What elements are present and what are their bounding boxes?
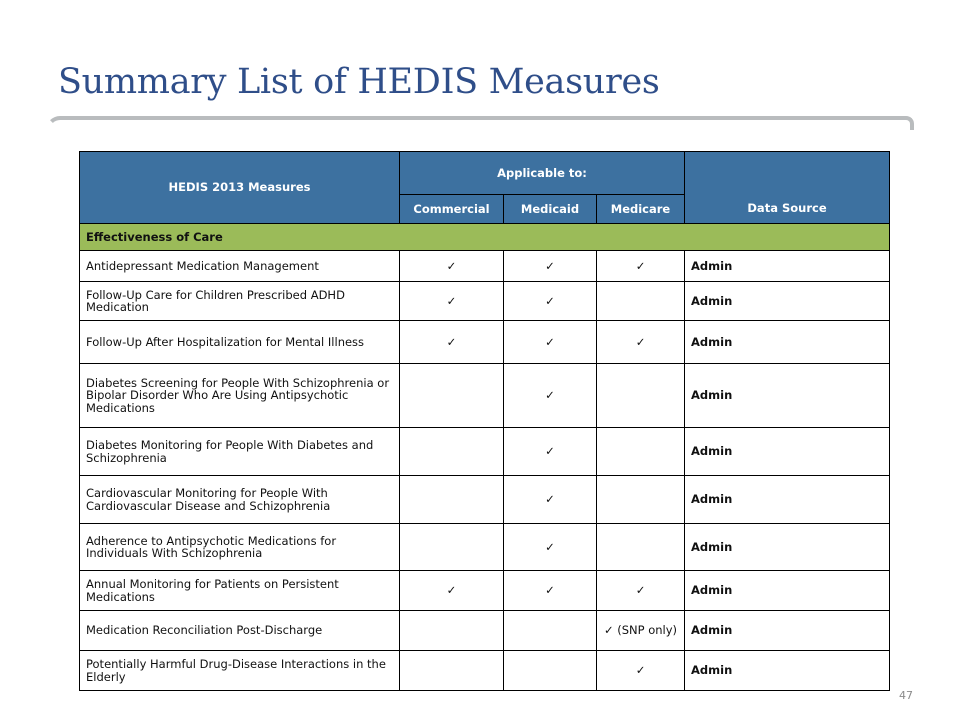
commercial-check (400, 524, 504, 571)
header-applicable-to: Applicable to: (400, 152, 685, 195)
table-row (80, 321, 890, 364)
data-source: Admin (685, 364, 890, 428)
table-row (80, 611, 890, 651)
table-row (80, 251, 890, 282)
table-row (80, 524, 890, 571)
medicaid-check: ✓ (504, 428, 597, 476)
hedis-measures-table (79, 151, 890, 691)
medicaid-check: ✓ (504, 251, 597, 282)
table-row (80, 651, 890, 691)
commercial-check (400, 611, 504, 651)
header-measures: HEDIS 2013 Measures (80, 152, 400, 224)
section-label: Effectiveness of Care (80, 224, 890, 251)
table-row (80, 428, 890, 476)
medicare-check: ✓ (597, 571, 685, 611)
medicare-check (597, 428, 685, 476)
header-medicaid: Medicaid (504, 195, 597, 224)
measure-name: Potentially Harmful Drug-Disease Interactions in the Elderly (80, 651, 400, 691)
data-source: Admin (685, 282, 890, 321)
medicaid-check: ✓ (504, 364, 597, 428)
medicare-check (597, 476, 685, 524)
commercial-check: ✓ (400, 251, 504, 282)
medicare-check (597, 524, 685, 571)
measure-name: Follow-Up After Hospitalization for Mental Illness (80, 321, 400, 364)
header-data-source: Data Source (685, 152, 890, 224)
medicaid-check (504, 611, 597, 651)
title-underline-rule (46, 116, 914, 130)
medicaid-check: ✓ (504, 321, 597, 364)
data-source: Admin (685, 611, 890, 651)
data-source: Admin (685, 476, 890, 524)
table-row (80, 476, 890, 524)
slide-title: Summary List of HEDIS Measures (58, 62, 660, 102)
commercial-check (400, 651, 504, 691)
header-medicare: Medicare (597, 195, 685, 224)
medicaid-check: ✓ (504, 571, 597, 611)
commercial-check (400, 364, 504, 428)
table-row (80, 282, 890, 321)
measure-name: Annual Monitoring for Patients on Persistent Medications (80, 571, 400, 611)
data-source: Admin (685, 524, 890, 571)
commercial-check: ✓ (400, 321, 504, 364)
medicaid-check (504, 651, 597, 691)
data-source: Admin (685, 651, 890, 691)
medicaid-check: ✓ (504, 476, 597, 524)
commercial-check: ✓ (400, 571, 504, 611)
commercial-check: ✓ (400, 282, 504, 321)
data-source: Admin (685, 571, 890, 611)
measure-name: Medication Reconciliation Post-Discharge (80, 611, 400, 651)
medicare-check (597, 282, 685, 321)
commercial-check (400, 476, 504, 524)
data-source: Admin (685, 251, 890, 282)
section-row (80, 224, 890, 251)
measure-name: Antidepressant Medication Management (80, 251, 400, 282)
medicare-check-snp-only: ✓ (SNP only) (597, 611, 685, 651)
data-source: Admin (685, 428, 890, 476)
table-row (80, 364, 890, 428)
measure-name: Cardiovascular Monitoring for People With Cardiovascular Disease and Schizophrenia (80, 476, 400, 524)
page-number: 47 (899, 689, 913, 702)
measure-name: Follow-Up Care for Children Prescribed ADHD Medication (80, 282, 400, 321)
data-source: Admin (685, 321, 890, 364)
medicare-check (597, 364, 685, 428)
measure-name: Diabetes Screening for People With Schizophrenia or Bipolar Disorder Who Are Using Antipsychotic Medications (80, 364, 400, 428)
medicare-check: ✓ (597, 651, 685, 691)
medicare-check: ✓ (597, 251, 685, 282)
commercial-check (400, 428, 504, 476)
medicaid-check: ✓ (504, 282, 597, 321)
medicare-check: ✓ (597, 321, 685, 364)
measure-name: Adherence to Antipsychotic Medications for Individuals With Schizophrenia (80, 524, 400, 571)
table-row (80, 571, 890, 611)
header-commercial: Commercial (400, 195, 504, 224)
measure-name: Diabetes Monitoring for People With Diabetes and Schizophrenia (80, 428, 400, 476)
medicaid-check: ✓ (504, 524, 597, 571)
